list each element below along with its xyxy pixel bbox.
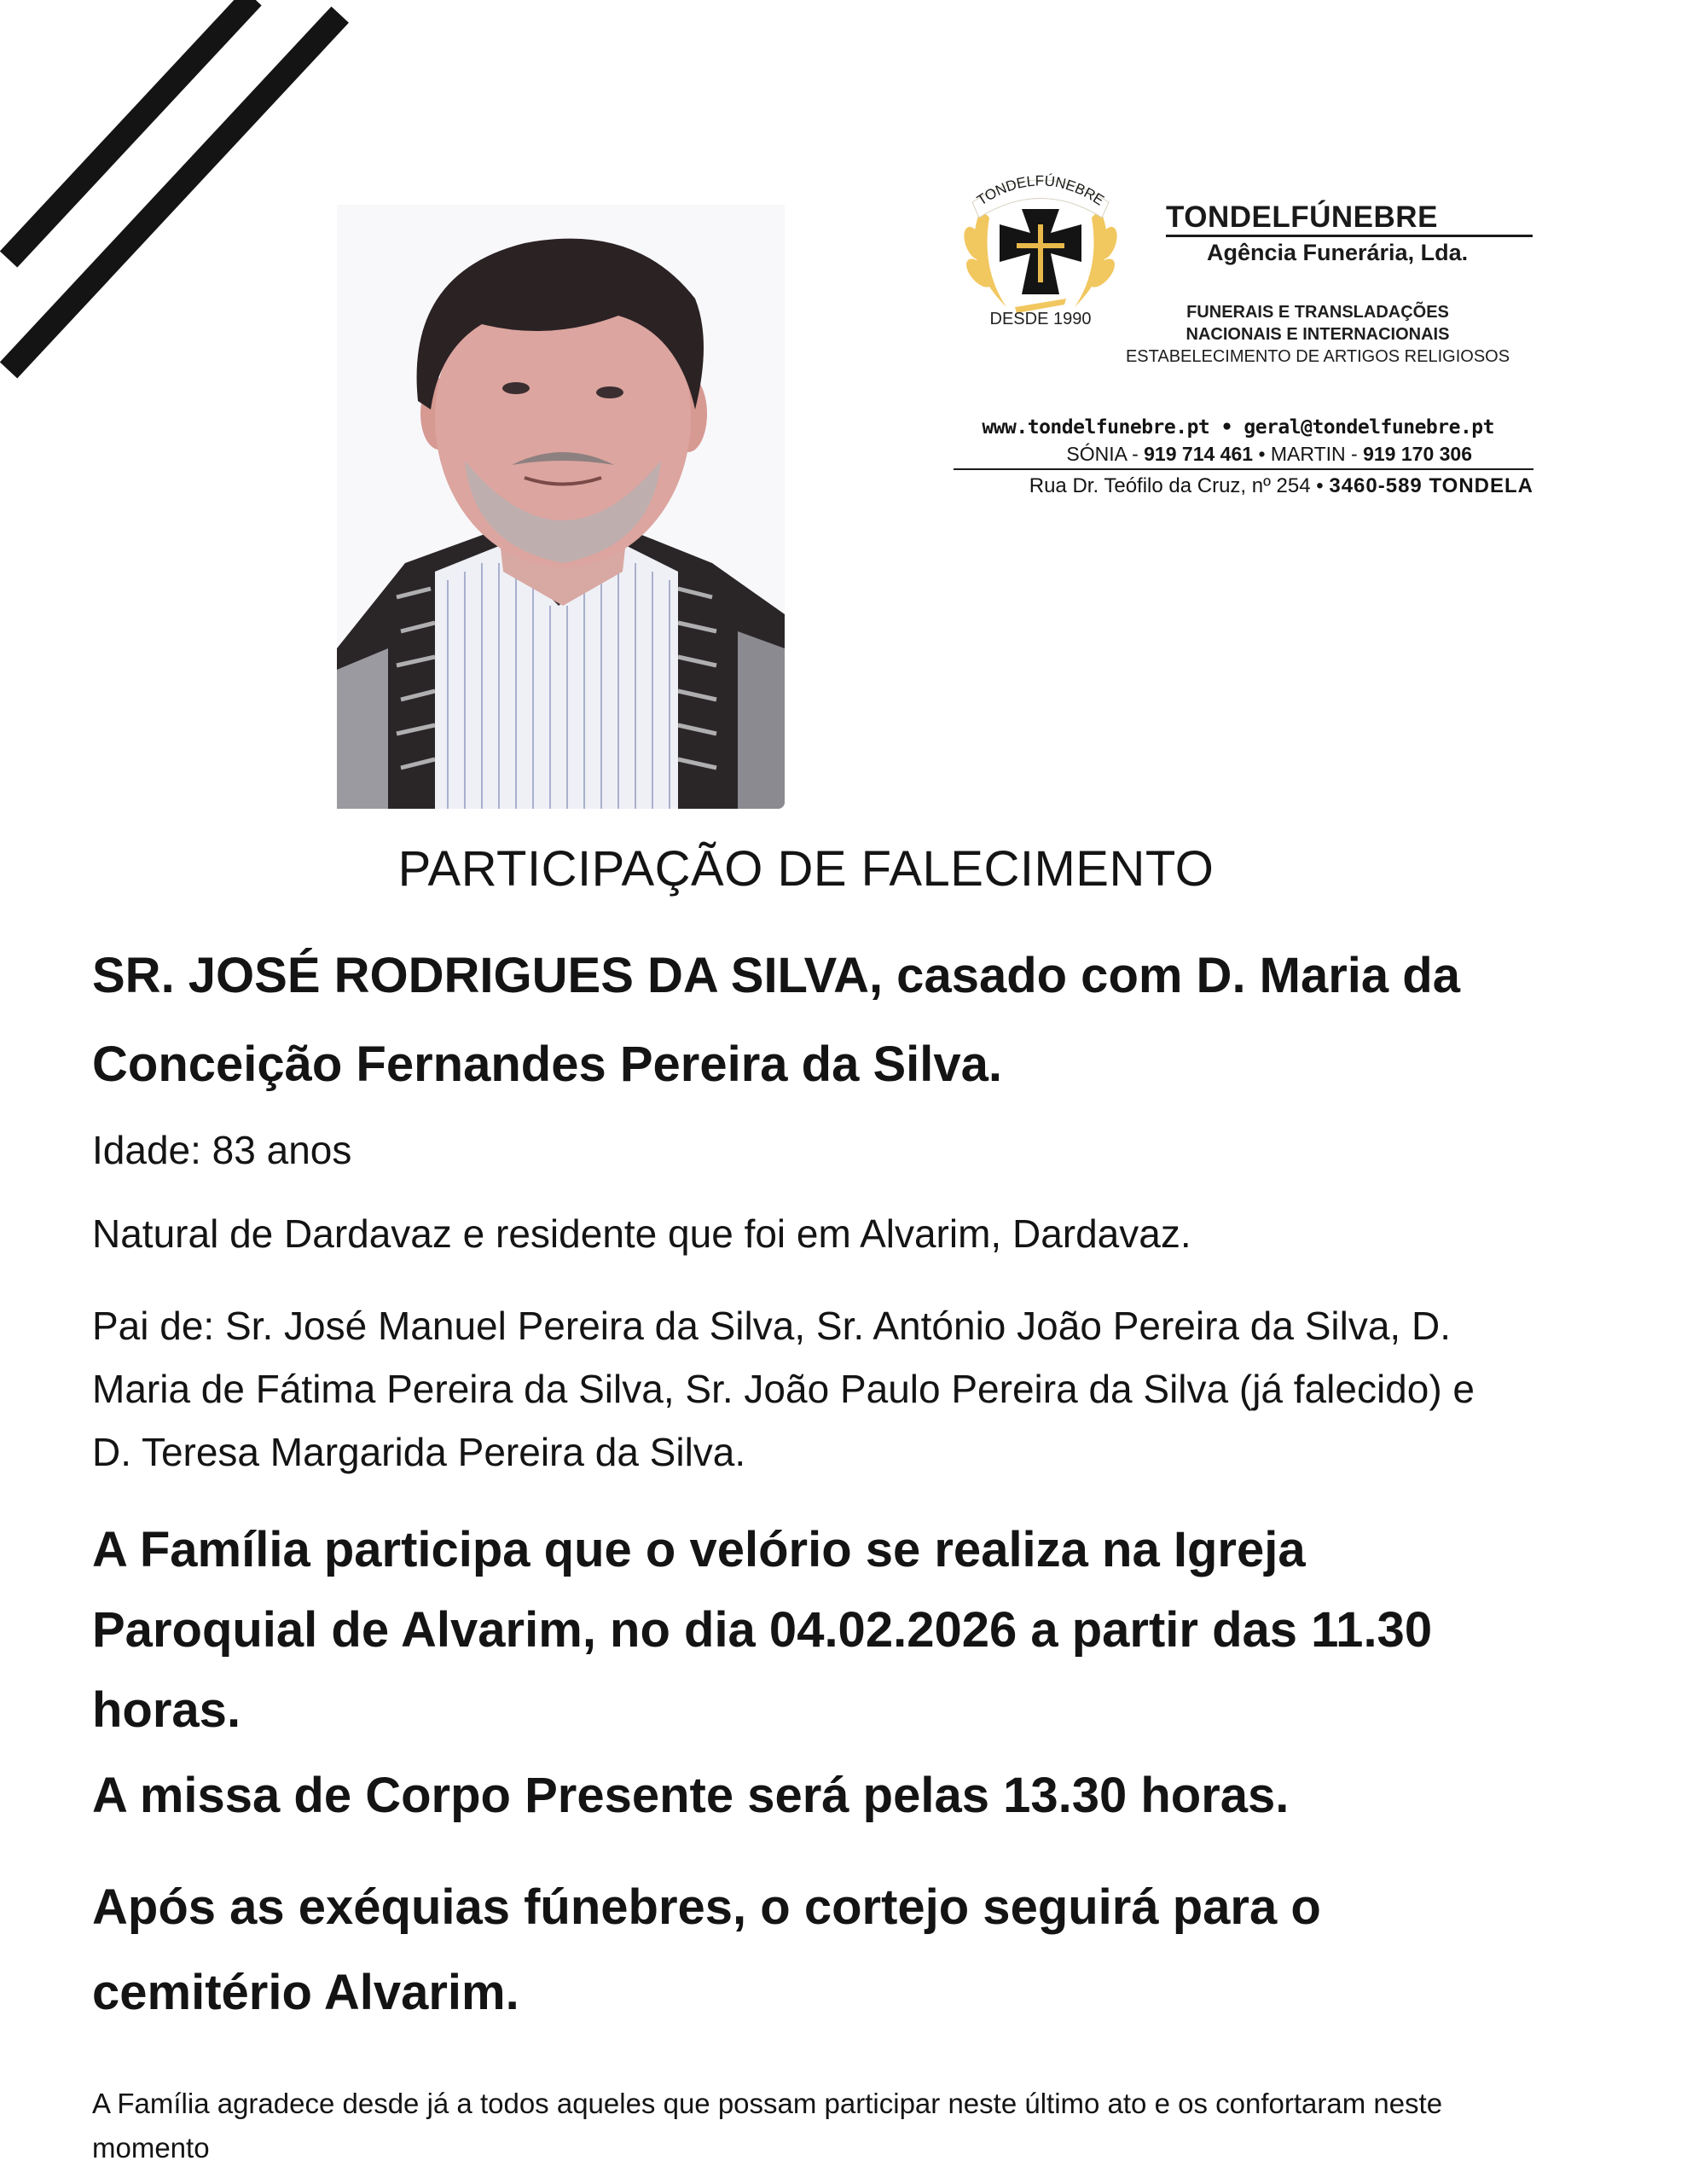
wake-announcement: A Família participa que o velório se realiza na Igreja Paroquial de Alvarim, no dia 04.02.2026 a partir das 11.30 horas. — [92, 1522, 1433, 1738]
phone-number[interactable]: 919 714 461 — [1144, 443, 1254, 465]
agency-services — [1113, 301, 1522, 368]
deceased-name: SR. JOSÉ RODRIGUES DA SILVA — [92, 948, 869, 1003]
address-street: Rua Dr. Teófilo da Cruz, nº 254 — [1029, 474, 1311, 497]
phone-number[interactable]: 919 170 306 — [1363, 443, 1472, 465]
svg-text:TONDELFÚNEBRE: TONDELFÚNEBRE — [974, 172, 1107, 209]
portrait-image — [337, 205, 785, 809]
divider — [954, 468, 1533, 470]
contact-name: MARTIN — [1270, 443, 1346, 465]
address-postal: 3460-589 TONDELA — [1329, 474, 1533, 497]
origin-text: Natural de Dardavaz e residente que foi em Alvarim, Dardavaz. — [92, 1211, 1191, 1256]
agency-contacts: www.tondelfunebre.pt • geral@tondelfunebre.pt SÓNIA - 919 714 461 • MARTIN - 919 170 306 — [982, 416, 1494, 465]
agency-name: TONDELFÚNEBRE — [1166, 200, 1438, 234]
funeral-agency-header — [947, 158, 1535, 508]
service-line: ESTABELECIMENTO DE ARTIGOS RELIGIOSOS — [1125, 347, 1510, 366]
children-text: Pai de: Sr. José Manuel Pereira da Silva, Sr. António João Pereira da Silva, D. Maria de Fátima Pereira da Silva, Sr. João Paulo Pereira da Silva (já falecido) e D. Teresa Margarida Pereira da Silva. — [92, 1304, 1475, 1474]
deceased-name-paragraph — [92, 932, 1542, 1109]
separator-dot: • — [1220, 416, 1232, 439]
mass-announcement: A missa de Corpo Presente será pelas 13.30 horas. — [92, 1768, 1290, 1823]
spouse-text: , casado com D. Maria da Conceição Fernandes Pereira da Silva. — [92, 948, 1460, 1092]
website-link[interactable]: www.tondelfunebre.pt — [982, 416, 1210, 439]
separator-dot: • — [1316, 474, 1324, 497]
age-text: Idade: 83 anos — [92, 1128, 352, 1172]
email-link[interactable]: geral@tondelfunebre.pt — [1244, 416, 1494, 439]
cortege-announcement: Após as exéquias fúnebres, o cortejo seguirá para o cemitério Alvarim. — [92, 1879, 1321, 2020]
deceased-photo — [337, 205, 785, 809]
document-title: PARTICIPAÇÃO DE FALECIMENTO — [397, 841, 1215, 897]
separator-dot: • — [1258, 443, 1266, 465]
logo-since-text: DESDE 1990 — [989, 310, 1092, 328]
divider — [1166, 235, 1533, 237]
agency-subtitle: Agência Funerária, Lda. — [1207, 240, 1469, 265]
thanks-text: A Família agradece desde já a todos aqueles que possam participar neste último ato e os confortaram neste momento — [92, 2088, 1443, 2164]
cross-laurel-icon — [955, 158, 1126, 328]
agency-logo — [955, 158, 1126, 328]
agency-address — [954, 473, 1533, 499]
contact-name: SÓNIA — [1066, 443, 1127, 465]
service-line: FUNERAIS E TRANSLADAÇÕES — [1186, 303, 1449, 322]
service-line: NACIONAIS E INTERNACIONAIS — [1186, 325, 1450, 344]
